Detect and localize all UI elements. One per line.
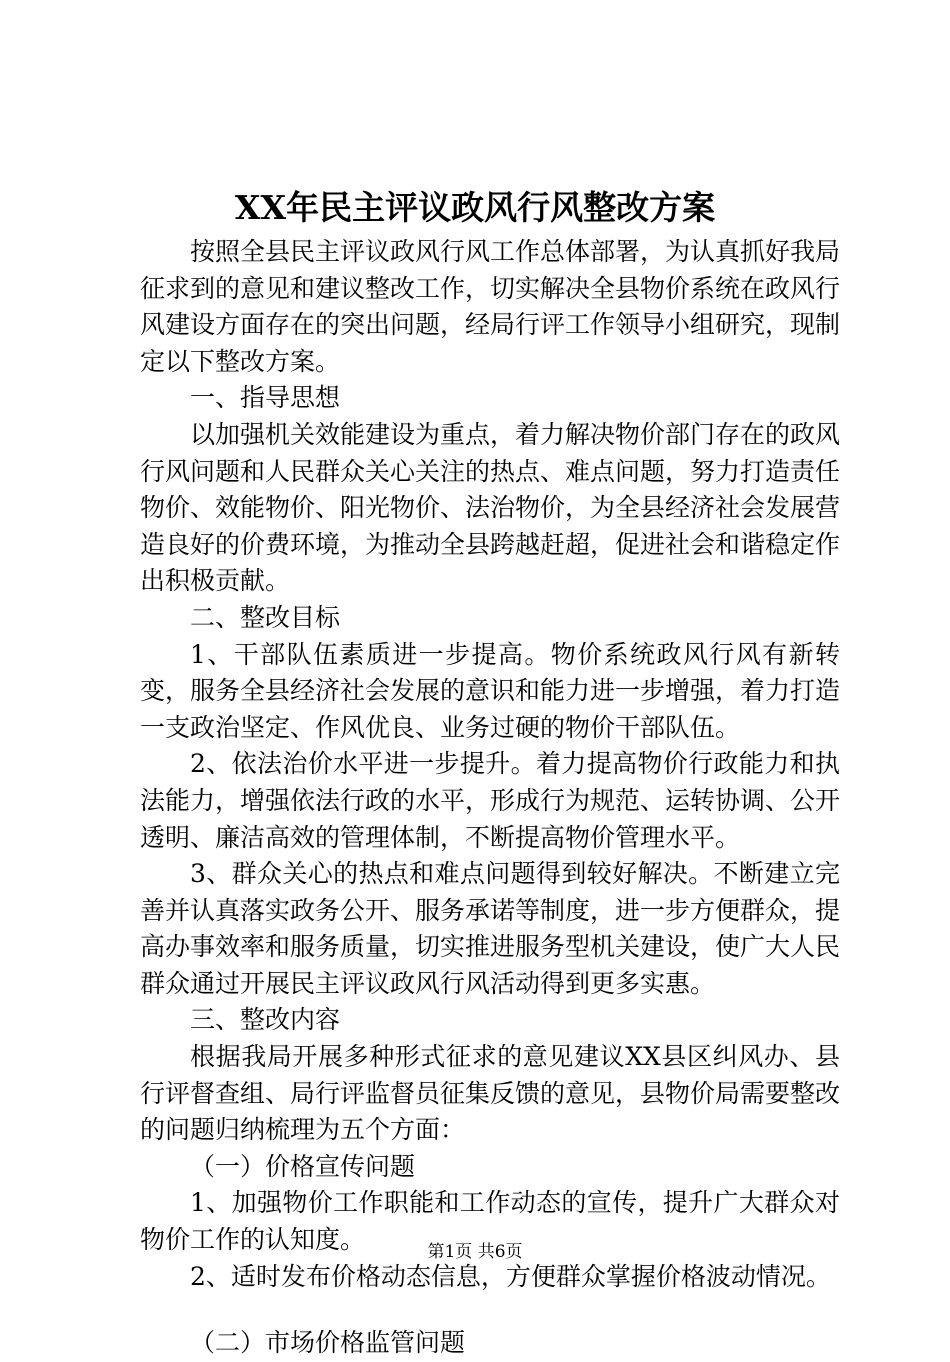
paragraph-intro: 按照全县民主评议政风行风工作总体部署，为认真抓好我局征求到的意见和建议整改工作，切实解决全县物价系统在政风行风建设方面存在的突出问题，经局行评工作领导小组研究，现制定以下整改方案。	[140, 237, 841, 376]
subsection-heading-price-publicity: （一）价格宣传问题	[190, 1151, 416, 1181]
paragraph-goal-1: 1、干部队伍素质进一步提高。物价系统政风行风有新转变，服务全县经济社会发展的意识和能力进一步增强，着力打造一支政治坚定、作风优良、业务过硬的物价干部队伍。	[140, 639, 841, 742]
section-heading-guiding-ideology: 一、指导思想	[190, 383, 341, 413]
paragraph-goal-3: 3、群众关心的热点和难点问题得到较好解决。不断建立完善并认真落实政务公开、服务承诺等制度，进一步方便群众，提高办事效率和服务质量，切实推进服务型机关建设，使广大人民群众通过开展民主评议政风行风活动得到更多实惠。	[140, 859, 841, 998]
document-body	[140, 234, 840, 1362]
subsection-heading-market-supervision: （二）市场价格监管问题	[190, 1328, 466, 1358]
paragraph-guiding-ideology: 以加强机关效能建设为重点，着力解决物价部门存在的政风行风问题和人民群众关心关注的热点、难点问题，努力打造责任物价、效能物价、阳光物价、法治物价，为全县经济社会发展营造良好的价费环境，为推动全县跨越赶超，促进社会和谐稳定作出积极贡献。	[140, 419, 841, 596]
section-heading-goals: 二、整改目标	[190, 602, 341, 632]
paragraph-content-intro: 根据我局开展多种形式征求的意见建议XX县区纠风办、县行评督查组、局行评监督员征集反馈的意见，县物价局需要整改的问题归纳梳理为五个方面：	[140, 1042, 841, 1145]
paragraph-publicity-1: 1、加强物价工作职能和工作动态的宣传，提升广大群众对物价工作的认知度。	[140, 1188, 840, 1255]
paragraph-publicity-2: 2、适时发布价格动态信息，方便群众掌握价格波动情况。	[190, 1261, 831, 1291]
document-title: XX年民主评议政风行风整改方案	[234, 188, 716, 227]
paragraph-goal-2: 2、依法治价水平进一步提升。着力提高物价行政能力和执法能力，增强依法行政的水平，形成行为规范、运转协调、公开透明、廉洁高效的管理体制，不断提高物价管理水平。	[140, 749, 841, 852]
page-footer: 第1页 共6页	[427, 1242, 523, 1262]
section-heading-content: 三、整改内容	[190, 1005, 341, 1035]
